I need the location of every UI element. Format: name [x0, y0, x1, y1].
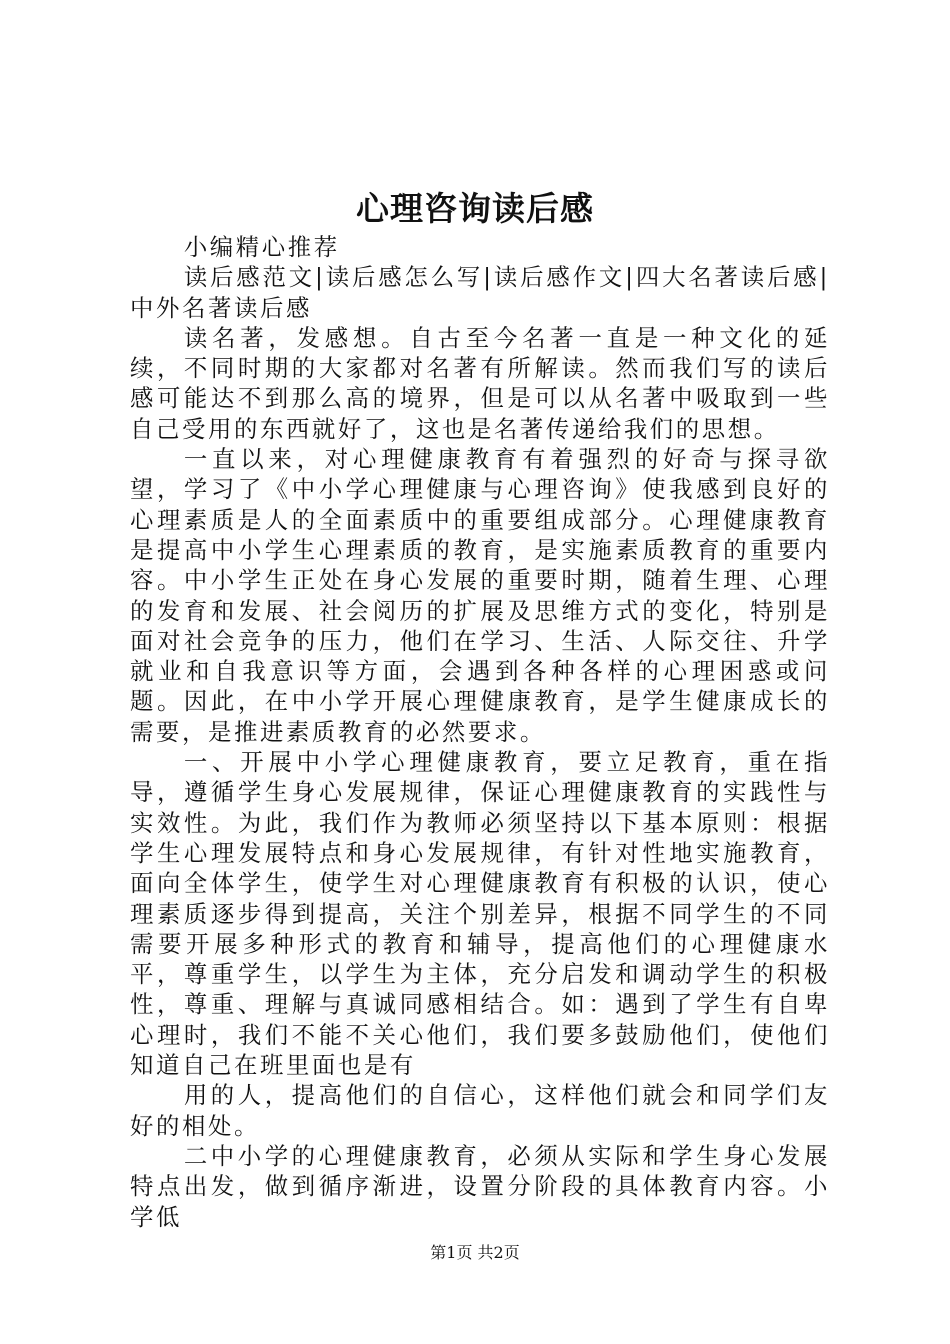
body-paragraph: 读名著，发感想。自古至今名著一直是一种文化的延续，不同时期的大家都对名著有所解读。然而我们写的读后感可能达不到那么高的境界，但是可以从名著中吸取到一些自己受用的东西就好了，这也是名著传递给我们的思想。 [130, 323, 830, 443]
body-paragraph: 二中小学的心理健康教育，必须从实际和学生身心发展特点出发，做到循序渐进，设置分阶段的具体教育内容。小学低 [130, 1141, 830, 1231]
document-title: 心理咨询读后感 [356, 189, 594, 228]
related-links-line: 读后感范文|读后感怎么写|读后感作文|四大名著读后感|中外名著读后感 [130, 263, 830, 322]
document-body [130, 232, 830, 1232]
body-paragraph: 用的人，提高他们的自信心，这样他们就会和同学们友好的相处。 [130, 1081, 830, 1140]
body-paragraph: 一直以来，对心理健康教育有着强烈的好奇与探寻欲望，学习了《中小学心理健康与心理咨询》使我感到良好的心理素质是人的全面素质中的重要组成部分。心理健康教育是提高中小学生心理素质的教育，是实施素质教育的重要内容。中小学生正处在身心发展的重要时期，随着生理、心理的发育和发展、社会阅历的扩展及思维方式的变化，特别是面对社会竞争的压力，他们在学习、生活、人际交往、升学就业和自我意识等方面，会遇到各种各样的心理困惑或问题。因此，在中小学开展心理健康教育，是学生健康成长的需要，是推进素质教育的必然要求。 [130, 445, 830, 746]
recommend-label: 小编精心推荐 [183, 233, 340, 261]
page-footer: 第1页 共2页 [430, 1243, 520, 1262]
body-paragraph: 一、开展中小学心理健康教育，要立足教育，重在指导，遵循学生身心发展规律，保证心理健康教育的实践性与实效性。为此，我们作为教师必须坚持以下基本原则：根据学生心理发展特点和身心发展规律，有针对性地实施教育，面向全体学生，使学生对心理健康教育有积极的认识，使心理素质逐步得到提高，关注个别差异，根据不同学生的不同需要开展多种形式的教育和辅导，提高他们的心理健康水平，尊重学生，以学生为主体，充分启发和调动学生的积极性，尊重、理解与真诚同感相结合。如：遇到了学生有自卑心理时，我们不能不关心他们，我们要多鼓励他们，使他们知道自己在班里面也是有 [130, 748, 830, 1080]
